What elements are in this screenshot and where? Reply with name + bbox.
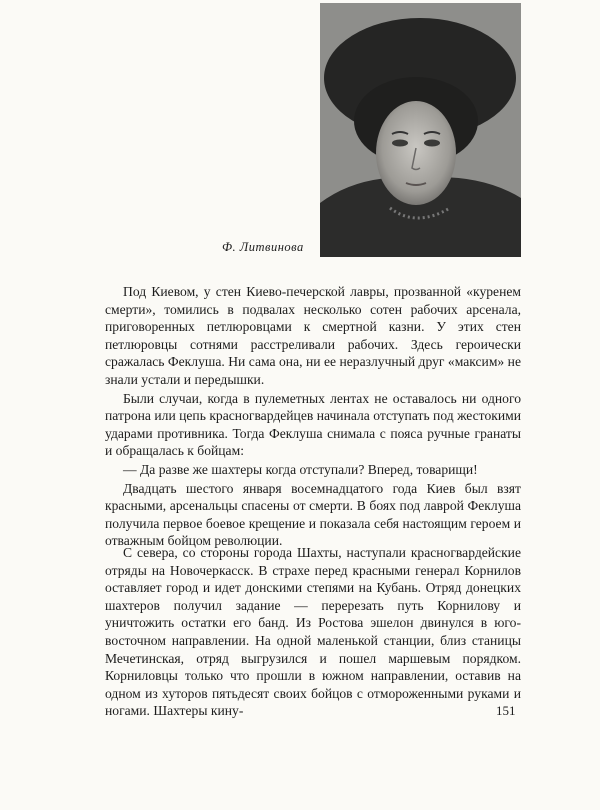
- photo-caption: Ф. Литвинова: [222, 240, 304, 254]
- paragraph: — Да разве же шахтеры когда отступали? Вперед, товарищи!: [123, 461, 478, 477]
- text-block-1: [105, 283, 521, 550]
- portrait-photo: [320, 3, 521, 257]
- paragraph: Были случаи, когда в пулеметных лентах не оставалось ни одного патрона или цепь красногвардейцев начинала отступать под жестокими ударами противника. Тогда Феклуша снимала с пояса ручные гранаты и обращалась к бойцам:: [105, 390, 521, 459]
- paragraph: С севера, со стороны города Шахты, наступали красногвардейские отряды на Новочеркасск. В страхе перед красными генерал Корнилов оставляет город и идет донскими степями на Кубань. Отряд донецких шахтеров получил задание — перерезать путь Корнилову и уничтожить остатки его банд. Из Ростова эшелон двинулся в юго-восточном направлении. На одной маленькой станции, близ станицы Мечетинская, отряд выгрузился и пошел маршевым порядком. Корниловцы только что прошли в южном направлении, оставив на одном из хуторов пятьдесят своих бойцов с отмороженными руками и ногами. Шахтеры кину-: [105, 545, 521, 719]
- page-number: 151: [496, 703, 516, 718]
- paragraph: Двадцать шестого января восемнадцатого года Киев был взят красными, арсенальцы спасены от смерти. В боях под лаврой Феклуша получила первое боевое крещение и показала себя настоящим героем и отважным бойцом революции.: [105, 480, 521, 549]
- text-block-2: [105, 544, 521, 720]
- paragraph: Под Киевом, у стен Киево-печерской лавры, прозванной «куренем смерти», томились в подвалах несколько сотен рабочих арсенала, приговоренных петлюровцами к смертной казни. У этих стен петлюровцы сотнями расстреливали рабочих. Здесь героически сражалась Феклуша. Ни сама она, ни ее неразлучный друг «максим» не знали устали и передышки.: [105, 284, 521, 387]
- portrait-illustration: [320, 3, 521, 257]
